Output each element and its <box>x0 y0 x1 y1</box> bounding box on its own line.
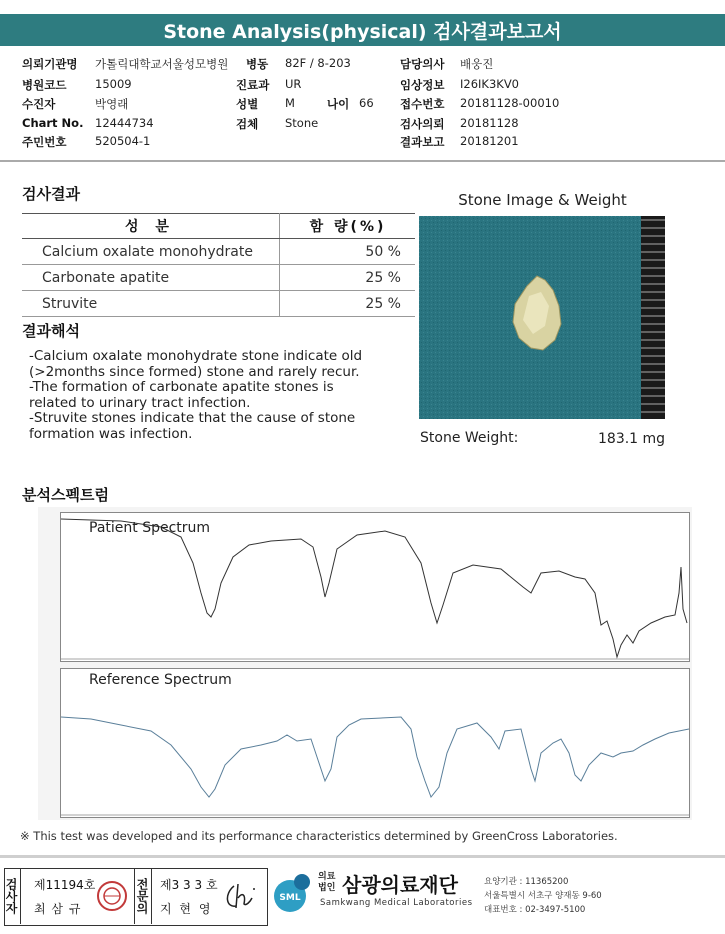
stone-weight-value: 183.1 mg <box>598 431 666 447</box>
specialist-title: 전문의 <box>134 868 152 924</box>
sml-logo-text: SML <box>279 893 301 903</box>
report-title: Stone Analysis(physical) 검사결과보고서 <box>0 14 725 46</box>
clinical-value: I26IK3KV0 <box>460 77 519 91</box>
org-contact <box>484 875 602 917</box>
stone-image <box>419 216 665 419</box>
component-value: 50 % <box>280 239 416 265</box>
specimen-value: Stone <box>285 116 319 130</box>
results-table <box>22 213 415 317</box>
doctor-value: 배웅진 <box>460 57 494 71</box>
reference-spectrum-chart <box>60 668 690 818</box>
contact-line: 요양기관 : 11365200 <box>484 877 569 887</box>
contact-line: 대표번호 : 02-3497-5100 <box>484 905 586 915</box>
col-content: 함 량(%) <box>280 214 416 239</box>
dept-label: 진료과 <box>236 78 270 92</box>
interpretation-line: formation was infection. <box>29 425 193 442</box>
hospital-value: 가톨릭대학교서울성모병원 <box>95 57 229 71</box>
interpretation-line: -The formation of carbonate apatite stones is <box>29 379 334 395</box>
receipt-label: 접수번호 <box>400 97 445 111</box>
component-name: Carbonate apatite <box>22 265 280 291</box>
divider <box>0 160 725 162</box>
specialist-signature <box>220 876 260 916</box>
interpretation-line: related to urinary tract infection. <box>29 394 251 411</box>
org-name: 삼광의료재단 <box>342 873 458 897</box>
reference-spectrum-label: Reference Spectrum <box>89 672 232 688</box>
ward-label: 병동 <box>246 57 269 71</box>
table-header-row <box>22 214 415 239</box>
table-row <box>22 265 415 291</box>
stone-heading: Stone Image & Weight <box>458 191 627 209</box>
id-label: 주민번호 <box>22 135 67 149</box>
sex-label: 성별 <box>236 97 259 111</box>
examiner-number: 제11194호 <box>34 878 96 892</box>
hospital-label: 의뢰기관명 <box>22 57 78 71</box>
request-value: 20181128 <box>460 116 519 130</box>
contact-line: 서울특별시 서초구 양재동 9-60 <box>484 891 602 901</box>
component-name: Calcium oxalate monohydrate <box>22 239 280 265</box>
interpretation-text <box>29 349 399 442</box>
report-value: 20181201 <box>460 134 519 148</box>
sml-logo-icon <box>270 868 318 916</box>
results-heading: 검사결과 <box>22 185 80 203</box>
interpretation-line: -Calcium oxalate monohydrate stone indicate old <box>29 348 363 364</box>
patient-spectrum-label: Patient Spectrum <box>89 520 211 536</box>
chart-value: 12444734 <box>95 116 154 130</box>
hospcode-label: 병원코드 <box>22 78 67 92</box>
ward-value: 82F / 8-203 <box>285 56 351 70</box>
dept-value: UR <box>285 77 302 91</box>
component-name: Struvite <box>22 291 280 317</box>
specialist-number: 제3 3 3 호 <box>160 878 218 892</box>
specialist-name: 지 현 영 <box>160 902 213 916</box>
hospcode-value: 15009 <box>95 77 132 91</box>
doctor-label: 담당의사 <box>400 57 445 71</box>
stone-weight-label: Stone Weight: <box>420 430 519 446</box>
clinical-label: 임상정보 <box>400 78 445 92</box>
interpretation-heading: 결과해석 <box>22 322 80 340</box>
chart-label: Chart No. <box>22 116 84 130</box>
patient-value: 박영래 <box>95 97 129 111</box>
component-value: 25 % <box>280 291 416 317</box>
component-value: 25 % <box>280 265 416 291</box>
ruler <box>641 216 665 419</box>
org-prefix-top: 의료 <box>318 872 336 882</box>
age-label: 나이 <box>327 97 350 111</box>
col-component: 성 분 <box>22 214 280 239</box>
interpretation-line: (>2months since formed) stone and rarely recur. <box>29 363 360 380</box>
interpretation-line: -Struvite stones indicate that the cause of stone <box>29 410 356 426</box>
id-value: 520504-1 <box>95 134 151 148</box>
examiner-seal <box>96 874 128 918</box>
patient-label: 수진자 <box>22 97 56 111</box>
footnote: ※ This test was developed and its performance characteristics determined by GreenCross Laboratories. <box>20 829 618 843</box>
age-value: 66 <box>359 96 374 110</box>
footer-divider <box>0 855 725 858</box>
table-row <box>22 239 415 265</box>
examiner-title: 검사자 <box>4 868 21 924</box>
table-row <box>22 291 415 317</box>
spectrum-heading: 분석스펙트럼 <box>22 486 109 504</box>
specimen-label: 검체 <box>236 117 259 131</box>
sex-value: M <box>285 96 295 110</box>
request-label: 검사의뢰 <box>400 117 445 131</box>
receipt-value: 20181128-00010 <box>460 96 560 110</box>
org-prefix <box>318 872 335 894</box>
report-label: 결과보고 <box>400 135 445 149</box>
examiner-name: 최 삼 규 <box>34 902 82 916</box>
org-prefix-bottom: 법인 <box>318 883 336 893</box>
org-english-name: Samkwang Medical Laboratories <box>320 898 473 908</box>
